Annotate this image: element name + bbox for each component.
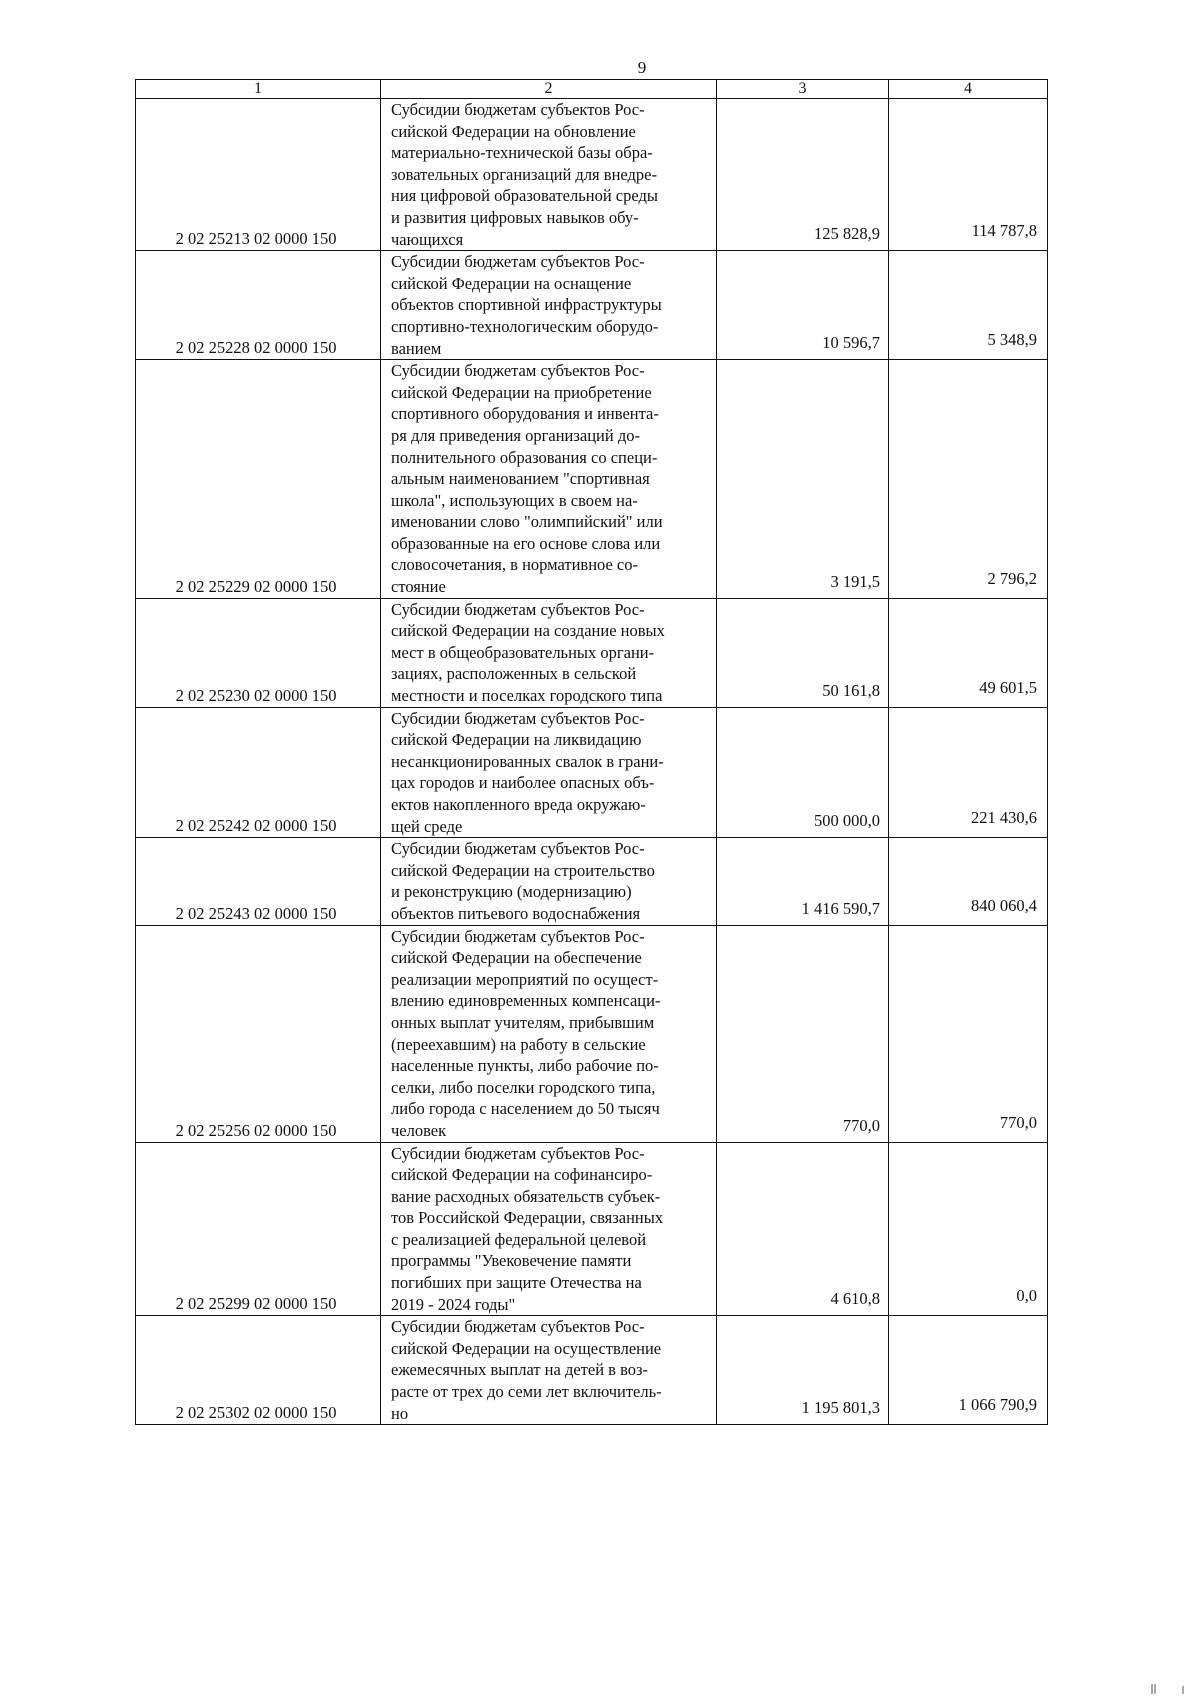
name-text-line: зациях, расположенных в сельской: [391, 664, 637, 684]
name-text-line: Субсидии бюджетам субъектов Рос-: [391, 599, 645, 619]
name-text-line: и реконструкцию (модернизацию): [391, 882, 632, 902]
name-text-line: именовании слово "олимпийский" или: [391, 512, 663, 532]
name-text-line: погибших при защите Отечества на: [391, 1273, 642, 1293]
table-row: [136, 598, 1048, 707]
table-row: [136, 925, 1048, 1142]
name-text-line: полнительного образования со специ-: [391, 447, 658, 467]
name-text-line: объектов питьевого водоснабжения: [391, 903, 641, 923]
revenue-code-cell: 2 02 25229 02 0000 150: [136, 360, 381, 599]
name-text-line: ектов накопленного вреда окружаю-: [391, 795, 646, 814]
revenue-code-cell: 2 02 25299 02 0000 150: [136, 1142, 381, 1316]
name-text-line: объектов спортивной инфраструктуры: [391, 295, 662, 315]
table-row: [136, 251, 1048, 360]
name-text-line: цах городов и наиболее опасных объ-: [391, 773, 655, 793]
name-text-line: влению единовременных компенсаци-: [391, 991, 661, 1011]
name-text-line: альным наименованием "спортивная: [391, 469, 650, 489]
revenue-code-cell: 2 02 25228 02 0000 150: [136, 251, 381, 360]
table-row: [136, 1142, 1048, 1316]
revenue-name-cell: [381, 598, 717, 707]
name-text-line: сийской Федерации на приобретение: [391, 382, 652, 402]
budget-table: [135, 79, 1048, 1425]
revenue-name-cell: [381, 1142, 717, 1316]
name-text-line: образованные на его основе слова или: [391, 533, 661, 553]
amount-col-4-cell: 0,0: [889, 1142, 1048, 1316]
name-text-line: сийской Федерации на строительство: [391, 860, 655, 880]
name-text-line: либо города с населением до 50 тысяч: [391, 1099, 660, 1119]
amount-col-4-cell: 5 348,9: [889, 251, 1048, 360]
name-text-line: Субсидии бюджетам субъектов Рос-: [391, 926, 645, 946]
name-text-line: словосочетания, в нормативное со-: [391, 555, 639, 575]
scan-edge-marks: [1150, 1682, 1190, 1694]
name-text-line: Субсидии бюджетам субъектов Рос-: [391, 252, 645, 272]
revenue-code-cell: 2 02 25256 02 0000 150: [136, 925, 381, 1142]
revenue-code-cell: 2 02 25213 02 0000 150: [136, 99, 381, 251]
name-text-line: Субсидии бюджетам субъектов Рос-: [391, 1317, 645, 1337]
header-col-3: 3: [717, 80, 889, 99]
amount-col-4-cell: 221 430,6: [889, 707, 1048, 838]
name-text-line: Субсидии бюджетам субъектов Рос-: [391, 1143, 645, 1163]
amount-col-4-cell: 1 066 790,9: [889, 1316, 1048, 1425]
amount-col-3-cell: 4 610,8: [717, 1142, 889, 1316]
amount-col-4-cell: 770,0: [889, 925, 1048, 1142]
header-col-4: 4: [889, 80, 1048, 99]
revenue-code-cell: 2 02 25302 02 0000 150: [136, 1316, 381, 1425]
amount-col-4-cell: 840 060,4: [889, 838, 1048, 925]
name-text-line: Субсидии бюджетам субъектов Рос-: [391, 361, 645, 381]
table-row: [136, 707, 1048, 838]
amount-col-4-cell: 2 796,2: [889, 360, 1048, 599]
name-text-line: тов Российской Федерации, связанных: [391, 1208, 664, 1228]
name-text-line: расте от трех до семи лет включитель-: [391, 1382, 662, 1402]
table-header-row: [136, 80, 1048, 99]
amount-col-4-cell: 114 787,8: [889, 99, 1048, 251]
name-text-line: стояние: [391, 577, 446, 597]
name-text-line: ря для приведения организаций до-: [391, 425, 640, 445]
header-col-1: 1: [136, 80, 381, 99]
name-text-line: но: [391, 1403, 409, 1423]
table-row: [136, 1316, 1048, 1425]
name-text-line: сийской Федерации на осуществление: [391, 1338, 662, 1358]
name-text-line: сийской Федерации на ликвидацию: [391, 730, 642, 750]
table-body: [136, 99, 1048, 1425]
name-text-line: материально-технической базы обра-: [391, 143, 653, 163]
table-row: [136, 838, 1048, 925]
revenue-code-cell: 2 02 25243 02 0000 150: [136, 838, 381, 925]
revenue-name-cell: [381, 838, 717, 925]
name-text-line: Субсидии бюджетам субъектов Рос-: [391, 708, 645, 728]
name-text-line: ежемесячных выплат на детей в воз-: [391, 1360, 649, 1380]
name-text-line: онных выплат учителям, прибывшим: [391, 1012, 655, 1032]
name-text-line: зовательных организаций для внедре-: [391, 164, 657, 184]
name-text-line: ванием: [391, 338, 442, 358]
name-text-line: сийской Федерации на оснащение: [391, 273, 632, 293]
amount-col-3-cell: 770,0: [717, 925, 889, 1142]
revenue-name-cell: [381, 1316, 717, 1425]
revenue-name-cell: [381, 360, 717, 599]
amount-col-3-cell: 3 191,5: [717, 360, 889, 599]
name-text-line: Субсидии бюджетам субъектов Рос-: [391, 100, 645, 119]
amount-col-3-cell: 10 596,7: [717, 251, 889, 360]
name-text-line: чающихся: [391, 229, 464, 249]
name-text-line: несанкционированных свалок в грани-: [391, 751, 664, 771]
name-text-line: селки, либо поселки городского типа,: [391, 1077, 656, 1097]
amount-col-3-cell: 500 000,0: [717, 707, 889, 838]
table-row: [136, 99, 1048, 251]
name-text-line: (переехавшим) на работу в сельские: [391, 1034, 646, 1054]
name-text-line: спортивно-технологическим оборудо-: [391, 316, 659, 336]
revenue-name-cell: [381, 99, 717, 251]
name-text-line: сийской Федерации на софинансиро-: [391, 1165, 653, 1185]
name-text-line: Субсидии бюджетам субъектов Рос-: [391, 839, 645, 859]
name-text-line: сийской Федерации на обеспечение: [391, 948, 642, 968]
header-col-2: 2: [381, 80, 717, 99]
revenue-name-cell: [381, 251, 717, 360]
revenue-code-cell: 2 02 25230 02 0000 150: [136, 598, 381, 707]
amount-col-3-cell: 1 195 801,3: [717, 1316, 889, 1425]
name-text-line: сийской Федерации на обновление: [391, 121, 636, 141]
name-text-line: школа", использующих в своем на-: [391, 490, 638, 510]
page-number: 9: [637, 58, 647, 77]
amount-col-3-cell: 50 161,8: [717, 598, 889, 707]
name-text-line: с реализацией федеральной целевой: [391, 1229, 647, 1249]
name-text-line: сийской Федерации на создание новых: [391, 621, 665, 641]
revenue-name-cell: [381, 707, 717, 838]
revenue-name-cell: [381, 925, 717, 1142]
table-row: [136, 360, 1048, 599]
name-text-line: реализации мероприятий по осущест-: [391, 969, 659, 989]
name-text-line: населенные пункты, либо рабочие по-: [391, 1056, 659, 1076]
name-text-line: местности и поселках городского типа: [391, 686, 663, 706]
amount-col-4-cell: 49 601,5: [889, 598, 1048, 707]
name-text-line: 2019 - 2024 годы": [391, 1294, 516, 1314]
name-text-line: ния цифровой образовательной среды: [391, 186, 658, 206]
name-text-line: человек: [391, 1120, 447, 1140]
name-text-line: вание расходных обязательств субъек-: [391, 1186, 661, 1206]
amount-col-3-cell: 1 416 590,7: [717, 838, 889, 925]
name-text-line: щей среде: [391, 816, 463, 836]
revenue-code-cell: 2 02 25242 02 0000 150: [136, 707, 381, 838]
name-text-line: мест в общеобразовательных органи-: [391, 642, 655, 662]
name-text-line: и развития цифровых навыков обу-: [391, 207, 639, 227]
name-text-line: спортивного оборудования и инвента-: [391, 404, 659, 424]
amount-col-3-cell: 125 828,9: [717, 99, 889, 251]
name-text-line: программы "Увековечение памяти: [391, 1251, 632, 1271]
